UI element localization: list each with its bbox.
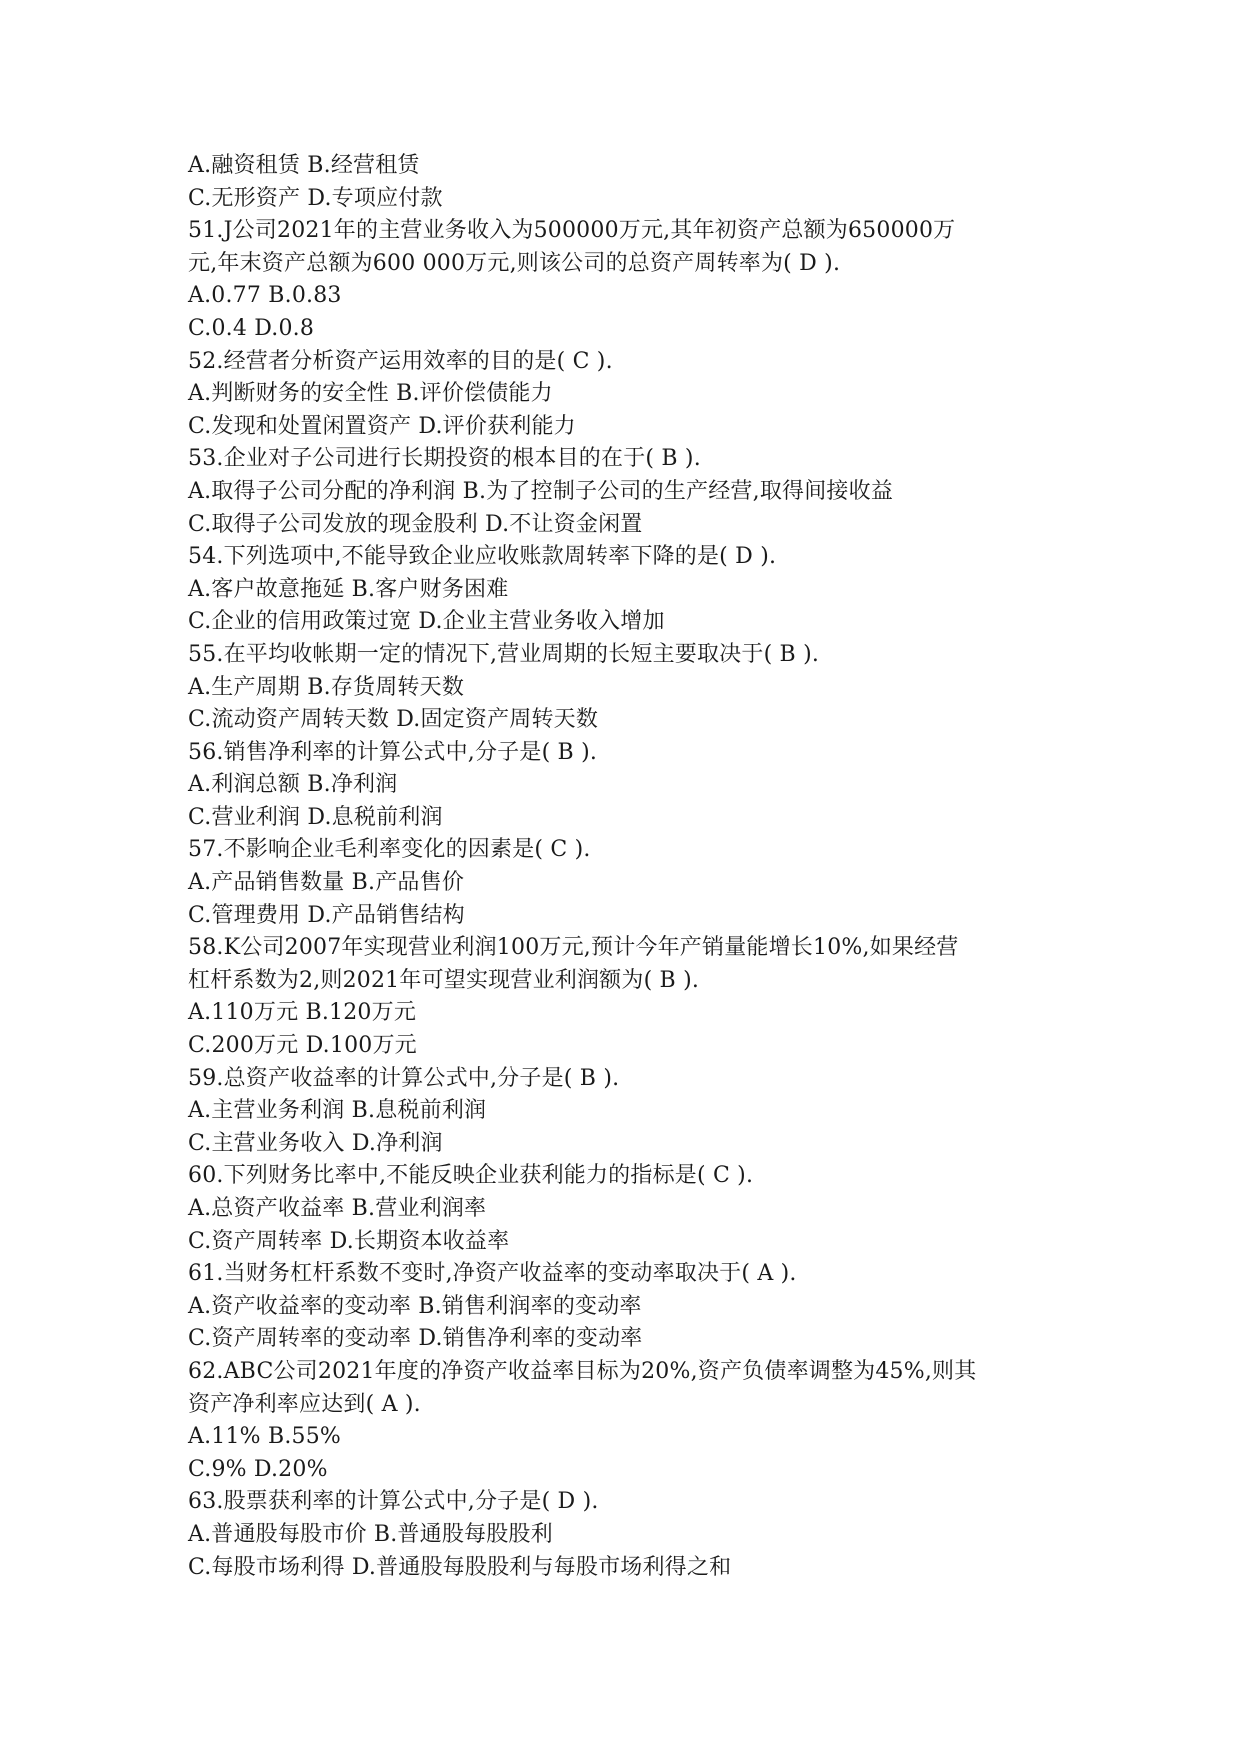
- question-58-line-1: 58.K公司2007年实现营业利润100万元,预计今年产销量能增长10%,如果经营: [188, 935, 959, 961]
- question-59: 59.总资产收益率的计算公式中,分子是( B ).: [188, 1065, 620, 1091]
- answer-options: C.9% D.20%: [188, 1456, 328, 1482]
- answer-options: A.资产收益率的变动率 B.销售利润率的变动率: [188, 1293, 642, 1319]
- answer-options: A.11% B.55%: [188, 1424, 342, 1450]
- document-page: [188, 150, 1068, 1584]
- answer-options: C.营业利润 D.息税前利润: [188, 804, 443, 830]
- question-60: 60.下列财务比率中,不能反映企业获利能力的指标是( C ).: [188, 1163, 754, 1189]
- question-51-line-2: 元,年末资产总额为600 000万元,则该公司的总资产周转率为( D ).: [188, 250, 841, 276]
- answer-options: A.判断财务的安全性 B.评价偿债能力: [188, 381, 553, 407]
- answer-options: C.主营业务收入 D.净利润: [188, 1130, 443, 1156]
- answer-options: C.每股市场利得 D.普通股每股股利与每股市场利得之和: [188, 1554, 732, 1580]
- text-line: C.无形资产 D.专项应付款: [188, 185, 443, 211]
- question-56: 56.销售净利率的计算公式中,分子是( B ).: [188, 739, 598, 765]
- question-63: 63.股票获利率的计算公式中,分子是( D ).: [188, 1489, 599, 1515]
- answer-options: C.流动资产周转天数 D.固定资产周转天数: [188, 707, 599, 733]
- question-51-line-1: 51.J公司2021年的主营业务收入为500000万元,其年初资产总额为650000万: [188, 218, 956, 244]
- answer-options: C.资产周转率 D.长期资本收益率: [188, 1228, 510, 1254]
- answer-options: C.企业的信用政策过宽 D.企业主营业务收入增加: [188, 609, 665, 635]
- question-62-line-1: 62.ABC公司2021年度的净资产收益率目标为20%,资产负债率调整为45%,则其: [188, 1358, 977, 1384]
- question-55: 55.在平均收帐期一定的情况下,营业周期的长短主要取决于( B ).: [188, 641, 820, 667]
- answer-options: C.0.4 D.0.8: [188, 315, 315, 341]
- answer-options: C.发现和处置闲置资产 D.评价获利能力: [188, 413, 576, 439]
- question-61: 61.当财务杠杆系数不变时,净资产收益率的变动率取决于( A ).: [188, 1261, 797, 1287]
- answer-options: C.管理费用 D.产品销售结构: [188, 902, 465, 928]
- question-52: 52.经营者分析资产运用效率的目的是( C ).: [188, 348, 613, 374]
- answer-options: A.产品销售数量 B.产品售价: [188, 870, 465, 896]
- answer-options: C.资产周转率的变动率 D.销售净利率的变动率: [188, 1326, 643, 1352]
- answer-options: A.取得子公司分配的净利润 B.为了控制子公司的生产经营,取得间接收益: [188, 478, 894, 504]
- answer-options: A.主营业务利润 B.息税前利润: [188, 1098, 487, 1124]
- answer-options: A.总资产收益率 B.营业利润率: [188, 1196, 487, 1221]
- answer-options: A.利润总额 B.净利润: [188, 772, 398, 798]
- answer-options: C.取得子公司发放的现金股利 D.不让资金闲置: [188, 511, 643, 537]
- answer-options: A.普通股每股市价 B.普通股每股股利: [188, 1521, 553, 1547]
- answer-options: C.200万元 D.100万元: [188, 1033, 417, 1059]
- answer-options: A.客户故意拖延 B.客户财务困难: [188, 576, 509, 602]
- answer-options: A.生产周期 B.存货周转天数: [188, 674, 465, 700]
- question-58-line-2: 杠杆系数为2,则2021年可望实现营业利润额为( B ).: [188, 967, 700, 993]
- answer-options: A.0.77 B.0.83: [188, 283, 342, 309]
- text-line: A.融资租赁 B.经营租赁: [188, 153, 420, 178]
- question-54: 54.下列选项中,不能导致企业应收账款周转率下降的是( D ).: [188, 544, 777, 570]
- answer-options: A.110万元 B.120万元: [188, 1000, 417, 1026]
- question-53: 53.企业对子公司进行长期投资的根本目的在于( B ).: [188, 446, 701, 472]
- question-57: 57.不影响企业毛利率变化的因素是( C ).: [188, 837, 591, 863]
- question-62-line-2: 资产净利率应达到( A ).: [188, 1391, 421, 1417]
